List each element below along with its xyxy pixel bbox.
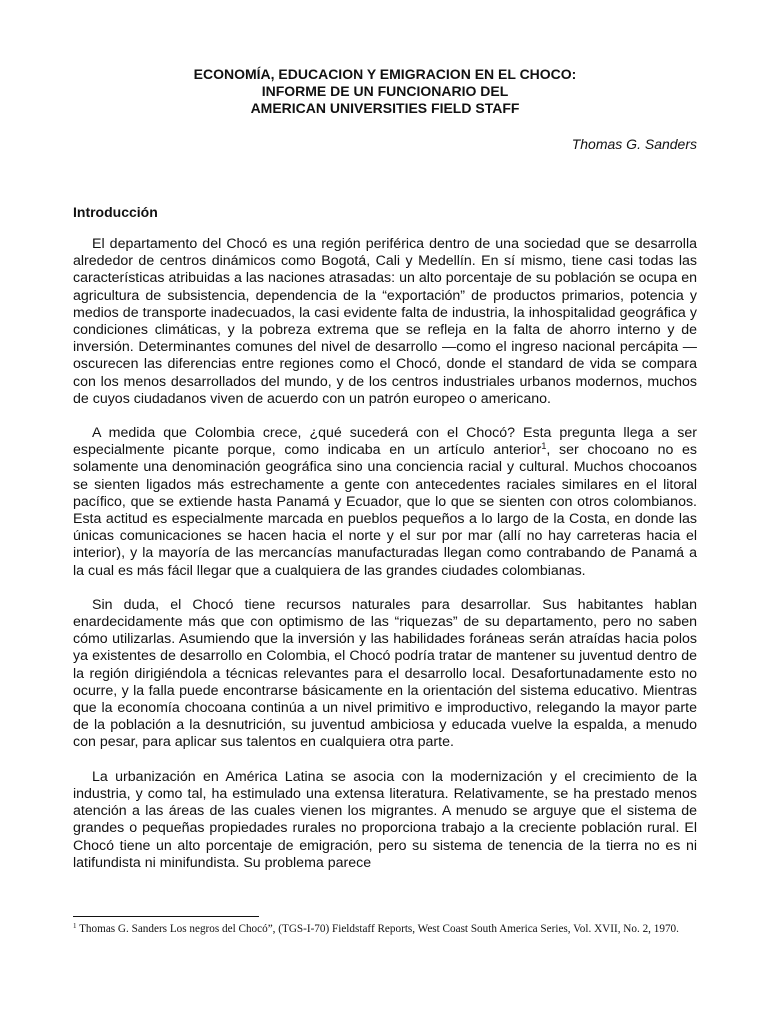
title-line-3: AMERICAN UNIVERSITIES FIELD STAFF	[250, 100, 520, 116]
footnote-1	[73, 922, 697, 936]
paragraph-4: La urbanización en América Latina se asocia con la modernización y el crecimiento de la industria, y como tal, ha estimulado una extensa literatura. Relativamente, se ha prestado menos atención a las áreas de las cuales vienen los migrantes. A menudo se arguye que el sistema de grandes o pequeñas propiedades rurales no proporciona trabajo a la creciente población rural. El Chocó tiene un alto porcentaje de emigración, pero su sistema de tenencia de la tierra no es ni latifundista ni minifundista. Su problema parece	[73, 768, 697, 871]
document-title	[73, 66, 697, 117]
section-heading-introduccion: Introducción	[73, 204, 158, 220]
title-line-1: ECONOMÍA, EDUCACION Y EMIGRACION EN EL CHOCO:	[193, 66, 577, 82]
paragraph-1: El departamento del Chocó es una región periférica dentro de una sociedad que se desarrolla alrededor de centros dinámicos como Bogotá, Cali y Medellín. En sí mismo, tiene casi todas las características atribuidas a las naciones atrasadas: un alto porcentaje de su población se ocupa en agricultura de subsistencia, dependencia de la “exportación” de productos primarios, potencia y medios de transporte inadecuados, la casi evidente falta de industria, la inhospitalidad geográfica y condiciones climáticas, y la pobreza extrema que se refleja en la falta de ahorro interno y de inversión. Determinantes comunes del nivel de desarrollo —como el ingreso nacional percápita — oscurecen las diferencias entre regiones como el Chocó, donde el standard de vida se compara con los menos desarrollados del mundo, y de los centros industriales urbanos modernos, muchos de cuyos ciudadanos viven de acuerdo con un patrón europeo o americano.	[73, 236, 697, 407]
footnote-1-mark: 1	[73, 922, 77, 930]
paragraph-3: Sin duda, el Chocó tiene recursos naturales para desarrollar. Sus habitantes hablan enardecidamente más que con optimismo de las “riquezas” de su departamento, pero no saben cómo utilizarlas. Asumiendo que la inversión y las habilidades foráneas serán atraídas hacia polos ya existentes de desarrollo en Colombia, el Chocó podría tratar de mantener su juventud dentro de la región dirigiéndola a técnicas relevantes para el desarrollo local. Desafortunadamente esto no ocurre, y la falla puede encontrarse básicamente en la orientación del sistema educativo. Mientras que la economía chocoana continúa a un nivel primitivo e improductivo, relegando la mayor parte de la población a la desnutrición, su juventud ambiciosa y educada vuelve la espalda, a menudo con pesar, para aplicar sus talentos en cualquiera otra parte.	[73, 596, 697, 751]
footnote-1-text: Thomas G. Sanders Los negros del Chocó”, (TGS-I-70) Fieldstaff Reports, West Coast South America Series, Vol. XVII, No. 2, 1970.	[76, 923, 679, 935]
paragraph-2-text-before-note: A medida que Colombia crece, ¿qué sucederá con el Chocó? Esta pregunta llega a ser especialmente picante porque, como indicaba en un artículo anterior	[73, 425, 697, 459]
body-text	[73, 236, 697, 889]
paragraph-2-text-after-note: , ser chocoano no es solamente una denominación geográfica sino una conciencia racial y cultural. Muchos chocoanos se sienten ligados más estrechamente a gente con antecedentes raciales similares en el litoral pacífico, que se extiende hasta Panamá y Ecuador, que lo que se sienten con otros colombianos. Esta actitud es especialmente marcada en pueblos pequeños a lo largo de la Costa, en donde las únicas comunicaciones se hacen hacia el norte y el sur por mar (allí no hay carreteras hacia el interior), y la mayoría de las mercancías manufacturadas llegan como contrabando de Panamá a la cual es más fácil llegar que a cualquiera de las grandes ciudades colombianas.	[73, 442, 697, 579]
author-name: Thomas G. Sanders	[571, 136, 697, 152]
paragraph-2	[73, 425, 697, 580]
footnote-reference-1: 1	[541, 441, 547, 452]
title-line-2: INFORME DE UN FUNCIONARIO DEL	[261, 83, 509, 99]
footnote-divider	[73, 916, 259, 917]
